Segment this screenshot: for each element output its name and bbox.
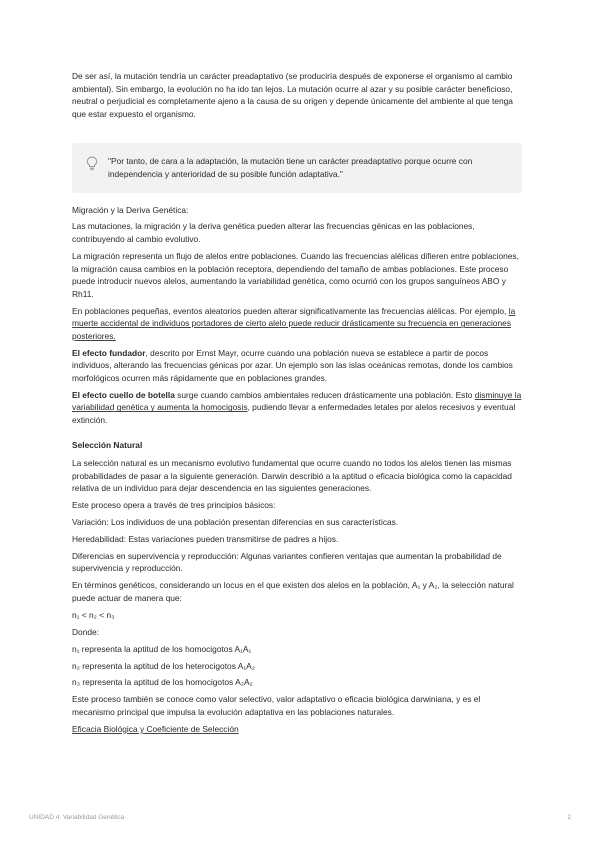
definition-2: n₂ representa la aptitud de los heterocigotos A₁A₂ [72,660,255,671]
page-number: 2 [567,814,571,821]
fitness-link-paragraph [72,723,522,736]
selection-paragraph-2: Este proceso opera a través de tres principios básicos: [72,500,276,511]
bottleneck-text: surge cuando cambios ambientales reducen drásticamente una población. Esto [174,389,475,400]
page-footer [29,812,571,825]
selection-paragraph-1: La selección natural es un mecanismo evolutivo fundamental que ocurre cuando no todos los alelos tienen las mismas probabilidades de pasar a la siguiente generación. Darwin describió a la aptitud o eficacia biológica como la capacidad relativa de un individuo para dejar descendencia en las siguientes generaciones. [72,458,512,494]
drift-link[interactable]: la muerte accidental de individuos portadores de cierto alelo puede reducir drásticamente su frecuencia en generaciones posteriores. [72,305,516,341]
principle-variation: Variación: Los individuos de una población presentan diferencias en sus características. [72,517,399,528]
bottleneck-paragraph [72,389,522,427]
migration-heading: Migración y la Deriva Genética: [72,204,189,215]
footer-unit-title: UNIDAD 4. Variabilidad Genética [29,814,125,821]
definition-3: n₃ representa la aptitud de los homocigotos A₂A₂ [72,677,253,688]
fitness-link[interactable]: Eficacia Biológica y Coeficiente de Selección [72,723,239,734]
founder-effect-term: El efecto fundador [72,347,146,358]
bottleneck-term: El efecto cuello de botella [72,389,175,400]
quote-callout [72,143,522,192]
fitness-formula: n₁ < n₂ < n₃ [72,609,115,620]
definition-1: n₁ representa la aptitud de los homocigotos A₁A₁ [72,643,252,654]
principle-heritability: Heredabilidad: Estas variaciones pueden transmitirse de padres a hijos. [72,534,339,544]
selection-paragraph-genetic: En términos genéticos, considerando un locus en el que existen dos alelos en la población, A₁ y A₂, la selección natural puede actuar de manera que: [72,580,514,603]
bottleneck-text-end: , pudiendo llevar a enfermedades letales por alelos recesivos y eventual extinción. [72,402,516,425]
drift-text: En poblaciones pequeñas, eventos aleatorios pueden alterar significativamente las frecuencias alélicas. Por ejemplo, [72,305,509,316]
founder-effect-paragraph [72,347,522,385]
intro-paragraph: De ser así, la mutación tendría un carácter preadaptativo (se produciría después de exponerse el organismo al cambio ambiental). Sin embargo, la evolución no ha ido tan lejos. La mutación ocurre al azar y su posible carácter beneficioso, neutral o perjudicial es completamente ajeno a la causa de su origen y depende únicamente del ambiente al que tenga que estar expuesto el organismo. [72,71,513,119]
donde-label: Donde: [72,626,100,637]
founder-effect-text: , descrito por Ernst Mayr, ocurre cuando una población nueva se establece a partir de pocos individuos, alterando las frecuencias génicas por azar. Un ejemplo son las islas oceánicas remotas, donde los cambios morfológicos ocurren más rápidamente que en poblaciones grandes. [72,347,513,383]
lightbulb-icon [86,156,98,171]
principle-survival: Diferencias en supervivencia y reproducción: Algunas variantes confieren ventajas que aumentan la probabilidad de supervivencia y reproducción. [72,550,502,574]
page-content [72,70,522,740]
section-title-natural-selection: Selección Natural [72,439,143,450]
drift-paragraph [72,305,522,343]
callout-text: "Por tanto, de cara a la adaptación, la mutación tiene un carácter preadaptativo porque ocurre con independencia y anterioridad de su posible función adaptativa." [108,156,473,179]
migration-paragraph-1: Las mutaciones, la migración y la deriva genética pueden alterar las frecuencias génicas en las poblaciones, contribuyendo al cambio evolutivo. [72,221,475,245]
bottleneck-link[interactable]: disminuye la variabilidad genética y aumenta la homocigosis [72,389,522,413]
selection-paragraph-final: Este proceso también se conoce como valor selectivo, valor adaptativo o eficacia biológica darwiniana, y es el mecanismo principal que impulsa la evolución adaptativa en las poblaciones naturales. [72,694,481,717]
migration-paragraph-2: La migración representa un flujo de alelos entre poblaciones. Cuando las frecuencias alélicas difieren entre poblaciones, la migración causa cambios en la población receptora, dependiendo del tamaño de ambas poblaciones. Este proceso puede introducir nuevos alelos, aumentando la variabilidad genética, como ocurrió con los grupos sanguíneos ABO y Rh11. [72,250,519,299]
